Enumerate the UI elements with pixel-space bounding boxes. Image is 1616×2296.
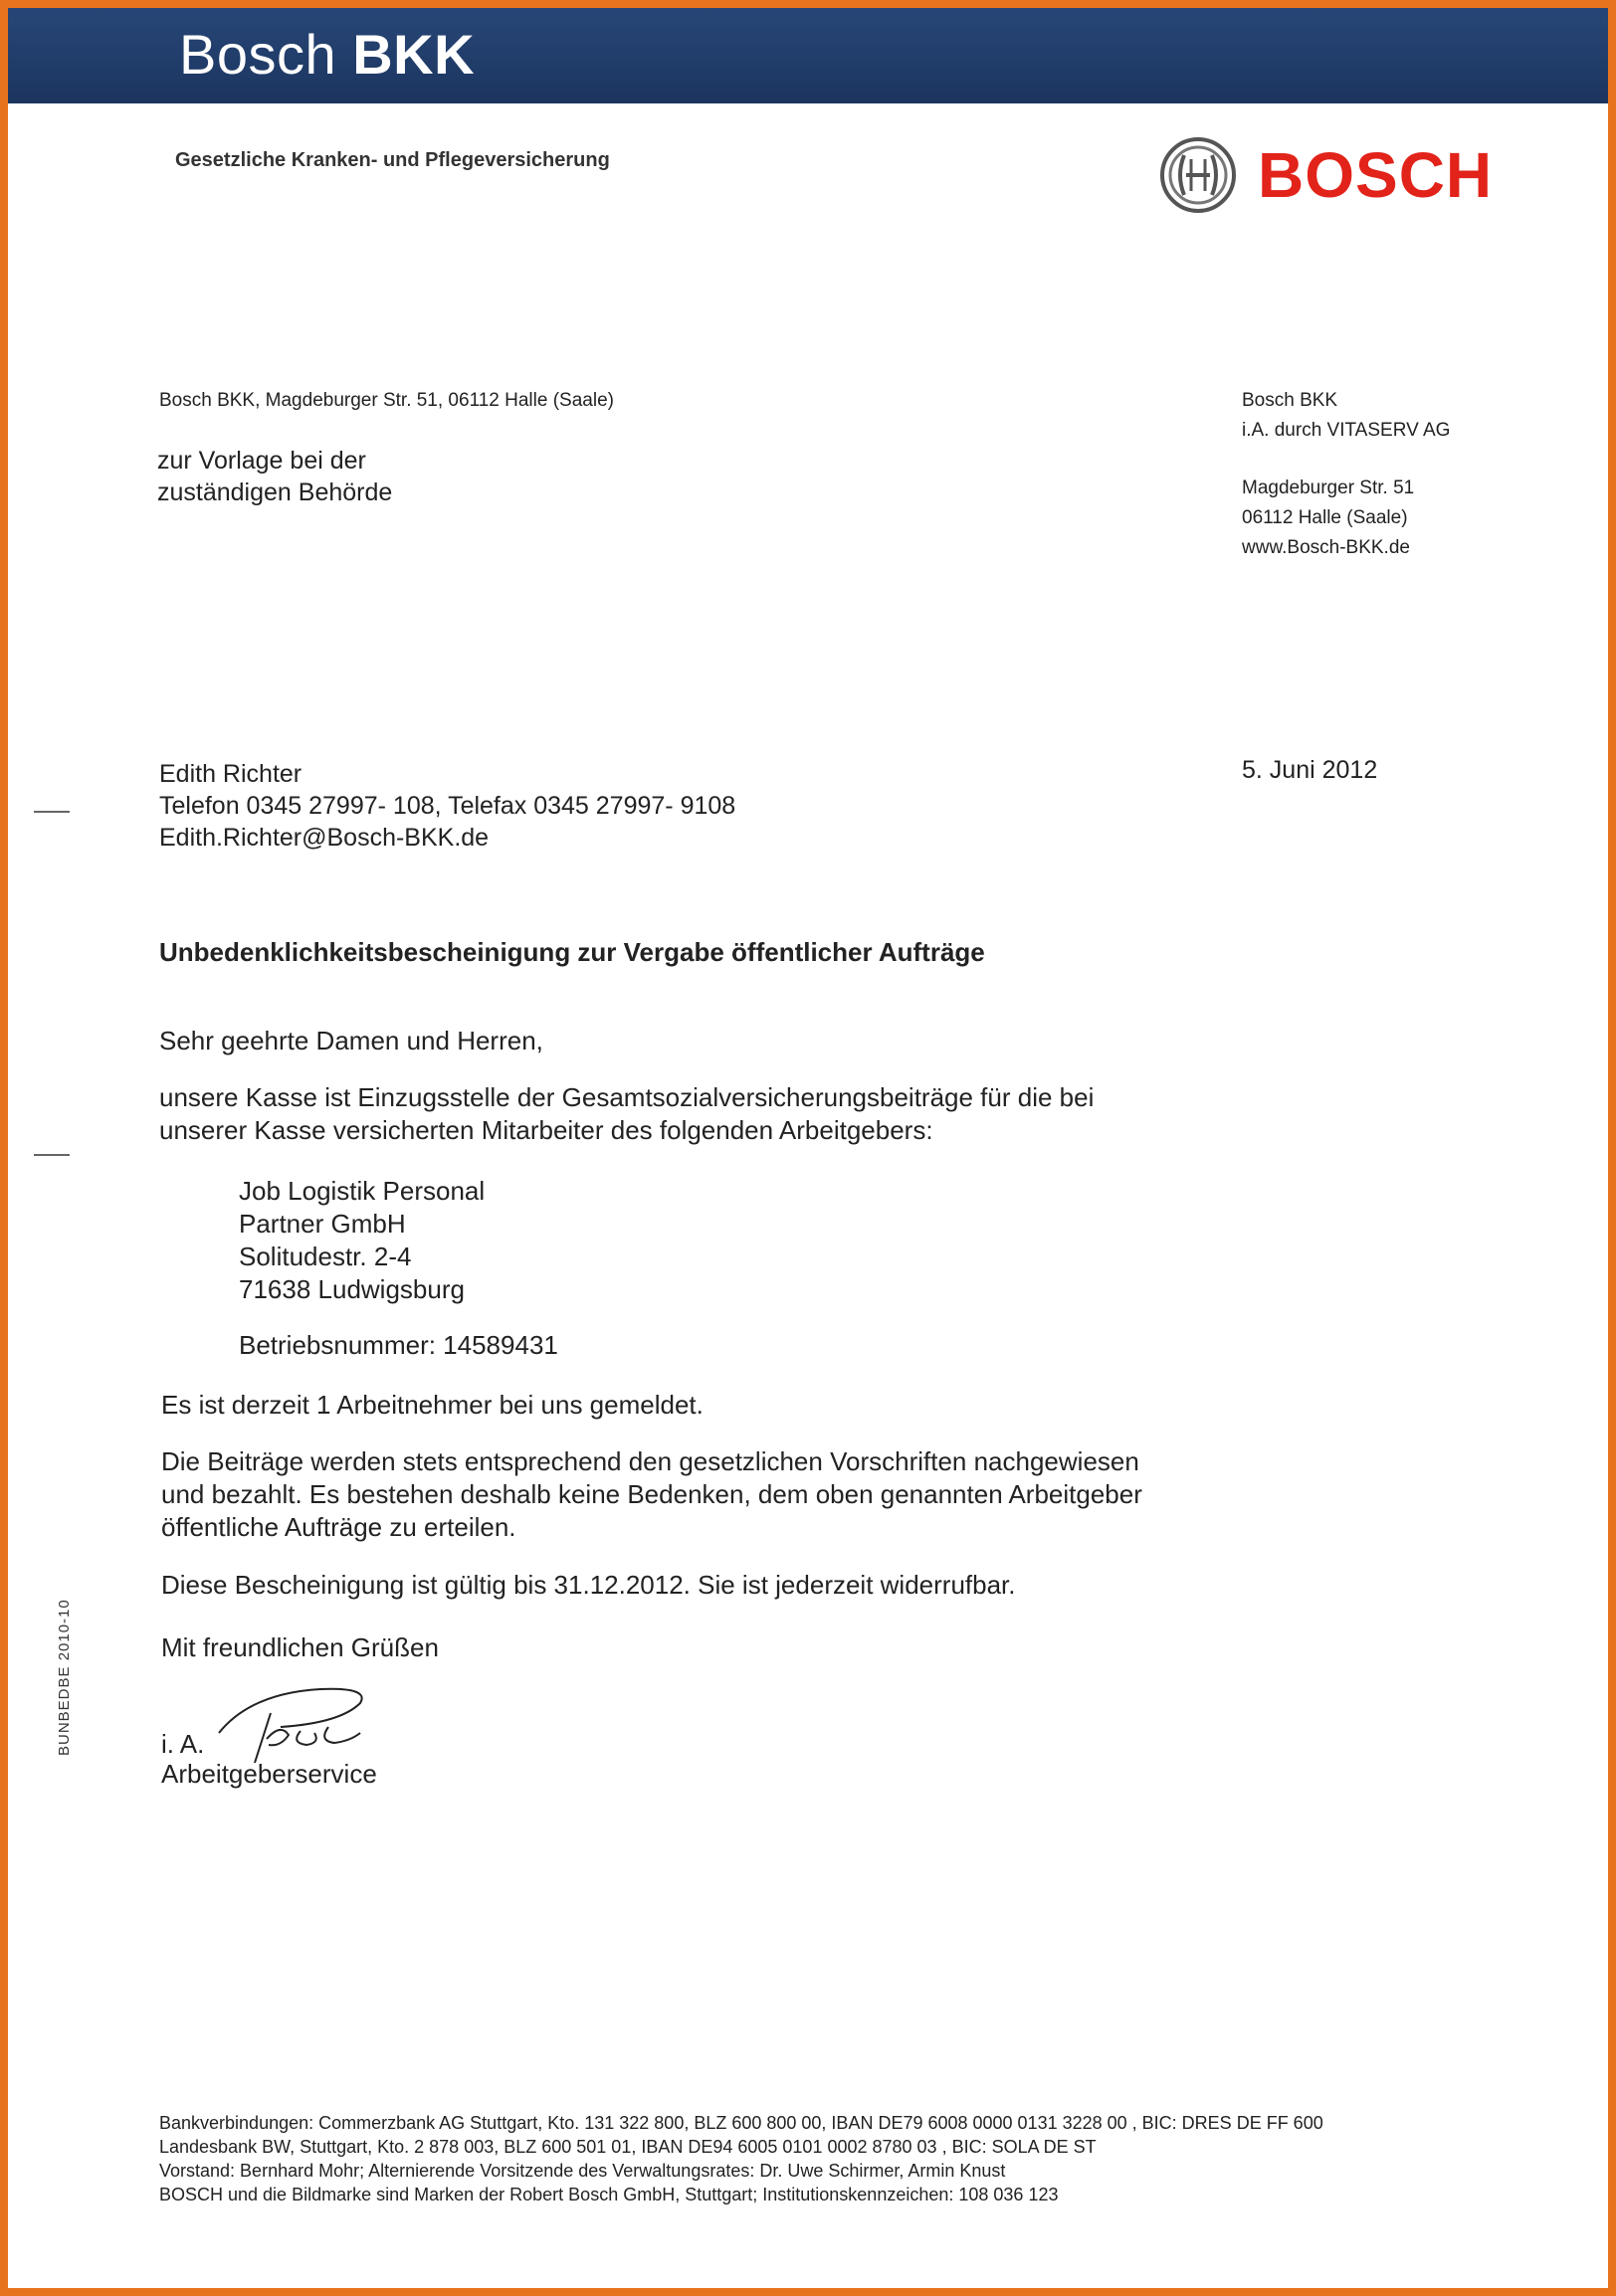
- letter-date: 5. Juni 2012: [1242, 756, 1378, 784]
- betriebsnummer: Betriebsnummer: 14589431: [239, 1330, 558, 1360]
- sender-city: 06112 Halle (Saale): [1242, 507, 1408, 528]
- contributions-line: öffentliche Aufträge zu erteilen.: [161, 1512, 516, 1542]
- sender-block: [1242, 386, 1450, 563]
- recipient-block: [157, 445, 392, 508]
- sender-website: www.Bosch-BKK.de: [1242, 537, 1410, 558]
- sender-agent: i.A. durch VITASERV AG: [1242, 420, 1451, 441]
- contact-name: Edith Richter: [159, 760, 303, 788]
- validity-statement: Diese Bescheinigung ist gültig bis 31.12.2012. Sie ist jederzeit widerrufbar.: [161, 1570, 1016, 1600]
- contributions-paragraph: [161, 1445, 1142, 1544]
- fold-mark: [34, 811, 70, 813]
- intro-paragraph: [159, 1081, 1094, 1147]
- contact-phone: Telefon 0345 27997- 108, Telefax 0345 27997- 9108: [159, 792, 736, 820]
- bosch-logo-text: BOSCH: [1258, 139, 1494, 211]
- bosch-armature-icon: [1158, 135, 1238, 215]
- signature-department: Arbeitgeberservice: [161, 1759, 377, 1789]
- bosch-logo: [1158, 135, 1493, 215]
- recipient-line: zuständigen Behörde: [157, 478, 393, 506]
- letter-subject: Unbedenklichkeitsbescheinigung zur Vergabe öffentlicher Aufträge: [159, 937, 985, 967]
- footer: [159, 2111, 1323, 2206]
- footer-line: Bankverbindungen: Commerzbank AG Stuttgart, Kto. 131 322 800, BLZ 600 800 00, IBAN DE79 6008 0000 0131 3228 00 , BIC: DRES DE FF 600: [159, 2113, 1323, 2133]
- footer-line: Vorstand: Bernhard Mohr; Alternierende Vorsitzende des Verwaltungsrates: Dr. Uwe Schirmer, Armin Knust: [159, 2161, 1006, 2181]
- contact-email: Edith.Richter@Bosch-BKK.de: [159, 824, 490, 852]
- signature-ia: i. A.: [161, 1729, 205, 1759]
- contributions-line: Die Beiträge werden stets entsprechend den gesetzlichen Vorschriften nachgewiesen: [161, 1446, 1139, 1476]
- contributions-line: und bezahlt. Es bestehen deshalb keine Bedenken, dem oben genannten Arbeitgeber: [161, 1479, 1142, 1509]
- employer-city: 71638 Ludwigsburg: [239, 1274, 465, 1304]
- sender-name: Bosch BKK: [1242, 390, 1338, 411]
- employee-count: Es ist derzeit 1 Arbeitnehmer bei uns gemeldet.: [161, 1390, 704, 1420]
- header-subtitle: Gesetzliche Kranken- und Pflegeversicherung: [175, 149, 610, 171]
- footer-line: Landesbank BW, Stuttgart, Kto. 2 878 003, BLZ 600 501 01, IBAN DE94 6005 0101 0002 8780 03 , BIC: SOLA DE ST: [159, 2137, 1097, 2157]
- employer-street: Solitudestr. 2-4: [239, 1242, 412, 1271]
- fold-mark: [34, 1154, 70, 1156]
- employer-name-2: Partner GmbH: [239, 1209, 406, 1239]
- salutation: Sehr geehrte Damen und Herren,: [159, 1026, 543, 1055]
- brand-bold: BKK: [352, 23, 476, 86]
- closing: Mit freundlichen Grüßen: [161, 1632, 439, 1662]
- intro-line: unsere Kasse ist Einzugsstelle der Gesamtsozialversicherungsbeiträge für die bei: [159, 1082, 1095, 1112]
- employer-address: [239, 1175, 485, 1306]
- employer-name: Job Logistik Personal: [239, 1176, 486, 1206]
- brand-title: [179, 22, 475, 87]
- contact-block: [159, 758, 735, 854]
- footer-line: BOSCH und die Bildmarke sind Marken der Robert Bosch GmbH, Stuttgart; Institutionskennzeichen: 108 036 123: [159, 2185, 1059, 2204]
- form-code: BUNBEDBE 2010-10: [56, 1599, 73, 1756]
- sender-street: Magdeburger Str. 51: [1242, 478, 1415, 498]
- sender-line: Bosch BKK, Magdeburger Str. 51, 06112 Halle (Saale): [159, 390, 614, 411]
- header-bar: [8, 8, 1608, 103]
- recipient-line: zur Vorlage bei der: [157, 447, 366, 475]
- intro-line: unserer Kasse versicherten Mitarbeiter des folgenden Arbeitgebers:: [159, 1115, 933, 1145]
- brand-light: Bosch: [179, 23, 337, 86]
